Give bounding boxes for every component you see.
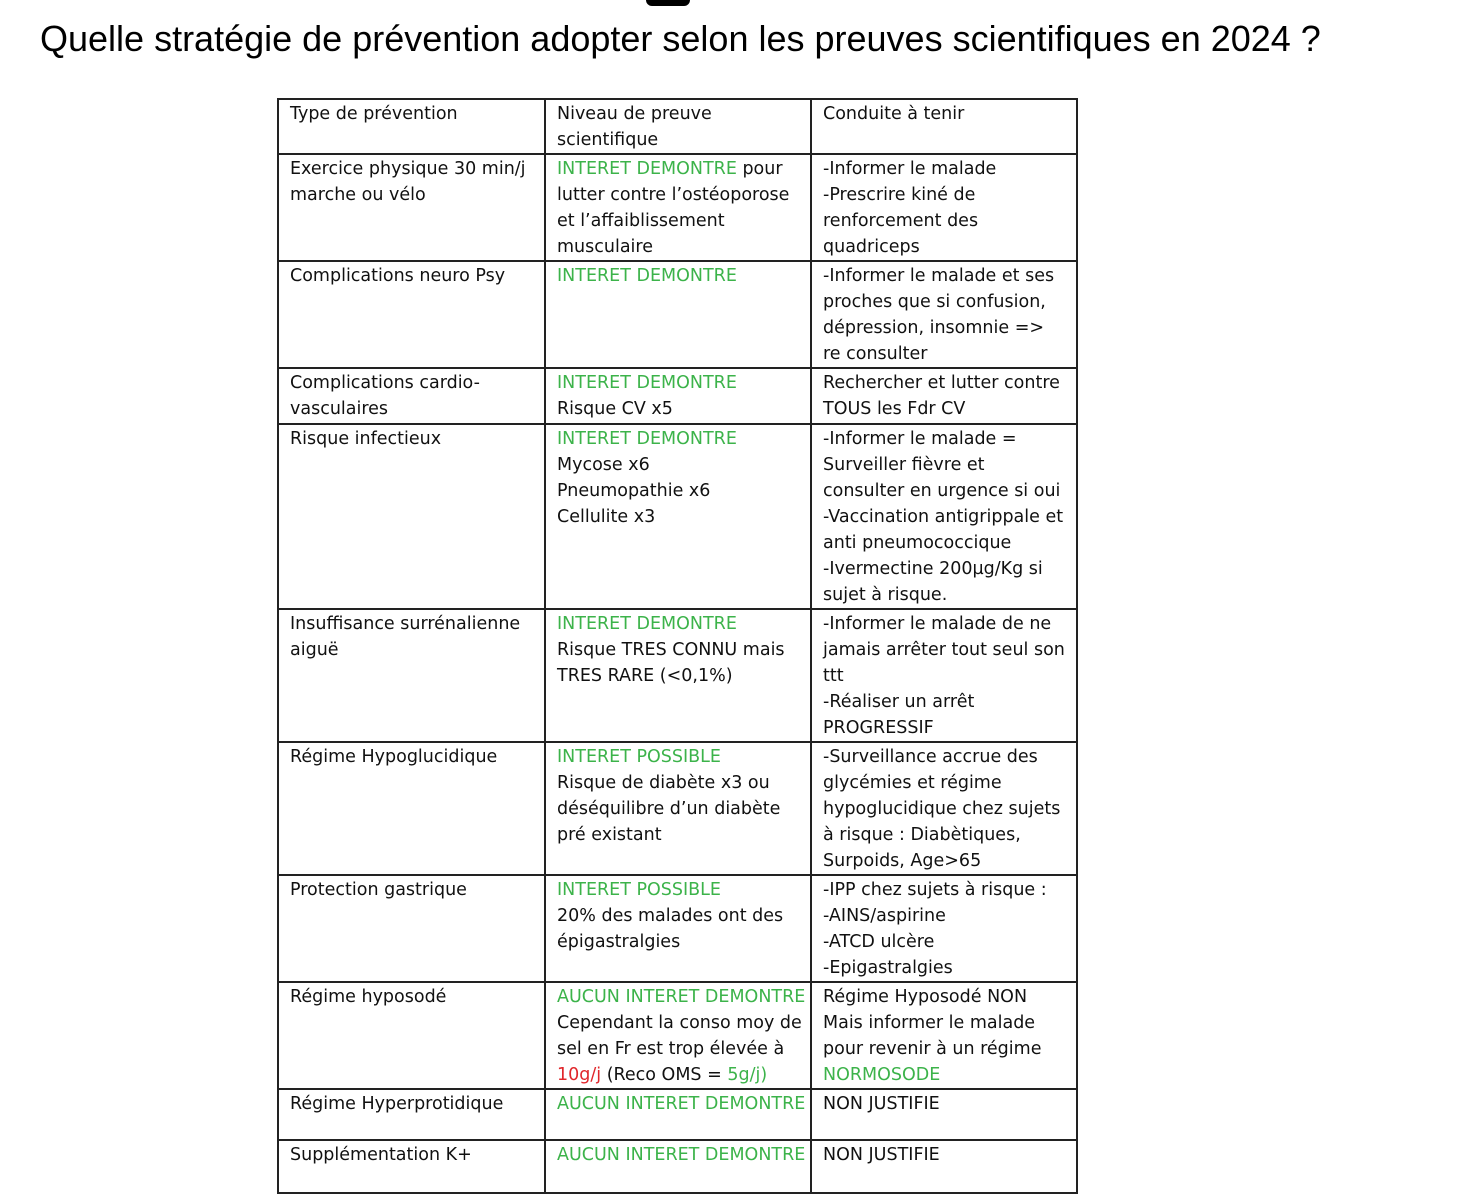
table-row	[278, 424, 1077, 609]
row-type: Régime Hypoglucidique	[278, 742, 545, 875]
row-conduct: -Informer le malade = Surveiller fièvre et consulter en urgence si oui -Vaccination antigrippale et anti pneumococcique -Ivermectine 200µg/Kg si sujet à risque.	[811, 424, 1077, 609]
row-type: Régime hyposodé	[278, 982, 545, 1089]
row-type: Complications neuro Psy	[278, 261, 545, 368]
table-row	[278, 982, 1077, 1089]
evidence-label: INTERET DEMONTRE	[557, 429, 737, 449]
header-conduct: Conduite à tenir	[811, 99, 1077, 154]
evidence-label: INTERET DEMONTRE	[557, 373, 737, 393]
row-evidence	[545, 1140, 811, 1193]
evidence-label: INTERET DEMONTRE	[557, 266, 737, 286]
evidence-label: INTERET POSSIBLE	[557, 747, 721, 767]
row-conduct: -Informer le malade de ne jamais arrêter tout seul son ttt -Réaliser un arrêt PROGRESSIF	[811, 609, 1077, 742]
row-evidence: INTERET DEMONTRE pour lutter contre l’ostéoporose et l’affaiblissement musculaire	[545, 154, 811, 261]
row-type: Régime Hyperprotidique	[278, 1089, 545, 1140]
row-evidence: INTERET POSSIBLE 20% des malades ont des épigastralgies	[545, 875, 811, 982]
table-header-row	[278, 99, 1077, 154]
table-row	[278, 609, 1077, 742]
row-type: Risque infectieux	[278, 424, 545, 609]
row-type: Supplémentation K+	[278, 1140, 545, 1193]
row-conduct: -Informer le malade -Prescrire kiné de renforcement des quadriceps	[811, 154, 1077, 261]
row-evidence: AUCUN INTERET DEMONTRE Cependant la conso moy de sel en Fr est trop élevée à 10g/j (Reco OMS = 5g/j)	[545, 982, 811, 1089]
evidence-label: AUCUN INTERET DEMONTRE	[557, 1094, 806, 1114]
page-title: Quelle stratégie de prévention adopter selon les preuves scientifiques en 2024 ?	[40, 18, 1321, 59]
row-conduct: -IPP chez sujets à risque : -AINS/aspirine -ATCD ulcère -Epigastralgies	[811, 875, 1077, 982]
row-conduct: Rechercher et lutter contre TOUS les Fdr CV	[811, 368, 1077, 424]
normosode-label: NORMOSODE	[823, 1065, 941, 1085]
table-row	[278, 154, 1077, 261]
evidence-label: INTERET DEMONTRE	[557, 159, 737, 179]
row-conduct: -Surveillance accrue des glycémies et régime hypoglucidique chez sujets à risque : Diabètiques, Surpoids, Age>65	[811, 742, 1077, 875]
table-row	[278, 1089, 1077, 1140]
table-row	[278, 261, 1077, 368]
table-row	[278, 742, 1077, 875]
evidence-label: AUCUN INTERET DEMONTRE	[557, 987, 806, 1007]
salt-intake-value: 10g/j	[557, 1065, 602, 1085]
evidence-label: INTERET POSSIBLE	[557, 880, 721, 900]
row-evidence	[545, 261, 811, 368]
row-type: Exercice physique 30 min/j marche ou vélo	[278, 154, 545, 261]
header-type: Type de prévention	[278, 99, 545, 154]
evidence-label: INTERET DEMONTRE	[557, 614, 737, 634]
row-evidence: INTERET POSSIBLE Risque de diabète x3 ou déséquilibre d’un diabète pré existant	[545, 742, 811, 875]
table-row	[278, 1140, 1077, 1193]
row-type: Protection gastrique	[278, 875, 545, 982]
row-evidence: INTERET DEMONTRE Risque TRES CONNU mais TRES RARE (<0,1%)	[545, 609, 811, 742]
row-evidence	[545, 1089, 811, 1140]
row-conduct: NON JUSTIFIE	[811, 1140, 1077, 1193]
row-evidence: INTERET DEMONTRE Mycose x6 Pneumopathie x6 Cellulite x3	[545, 424, 811, 609]
row-conduct: -Informer le malade et ses proches que si confusion, dépression, insomnie => re consulter	[811, 261, 1077, 368]
row-conduct: NON JUSTIFIE	[811, 1089, 1077, 1140]
table-row	[278, 875, 1077, 982]
row-type: Insuffisance surrénalienne aiguë	[278, 609, 545, 742]
prevention-table	[277, 98, 1078, 1194]
who-recommendation-value: 5g/j)	[727, 1065, 768, 1085]
row-evidence: INTERET DEMONTRE Risque CV x5	[545, 368, 811, 424]
header-evidence: Niveau de preuve scientifique	[545, 99, 811, 154]
row-type: Complications cardio-vasculaires	[278, 368, 545, 424]
row-conduct: Régime Hyposodé NON Mais informer le malade pour revenir à un régime NORMOSODE	[811, 982, 1077, 1089]
table-row	[278, 368, 1077, 424]
cropped-heading-fragment	[646, 0, 690, 6]
evidence-label: AUCUN INTERET DEMONTRE	[557, 1145, 806, 1165]
